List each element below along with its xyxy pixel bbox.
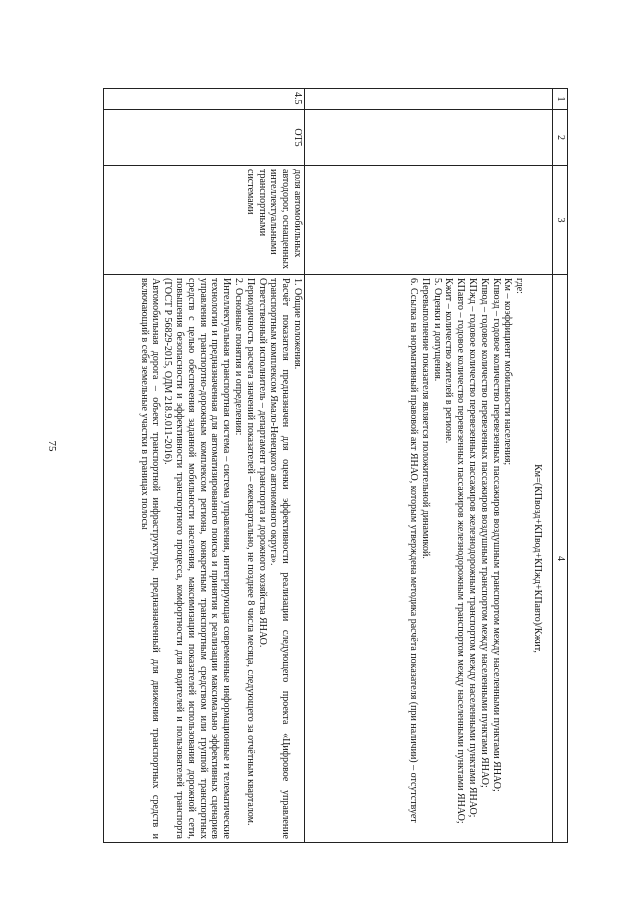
method-line: Км – коэффициент мобильности населения; — [502, 278, 514, 466]
method-line: Расчёт показателя предназначен для оценки эффективности реализации следующего проекта «Цифровое управление транспортным комплексом Ямало-Ненецкого автономного округа». — [268, 278, 292, 839]
method-line: Перевыполнение показателя является положительной динамикой. — [419, 278, 431, 559]
row-a-method — [305, 275, 553, 843]
row-b-name: доля автомобильных автодорог, оснащенных интеллектуальными транспортными системами — [104, 166, 305, 275]
method-line: Ответственный исполнитель – департамент транспорта и дорожного хозяйства ЯНАО. — [256, 278, 268, 648]
method-line: КПжд – годовое количество перевезенных пассажиров железнодорожным транспортом между населенными пунктами ЯНАО; — [467, 278, 479, 818]
page-number: 75 — [46, 440, 58, 452]
row-b-code: ОТ5 — [104, 110, 305, 166]
method-line: Автомобильная дорога – объект транспортной инфраструктуры, предназначенный для движения транспортных средств и включающий в себя земельные участки в границах полосы — [138, 278, 162, 839]
indicator-table — [103, 88, 568, 843]
method-line: 5. Оценки и допущения. — [431, 278, 443, 382]
method-line: Интеллектуальная транспортная система – система управления, интегрирующая современные информационные и телематические технологии и предназначенная для автоматизированного поиска и принятия к реализации максимально эффективных сценариев управления транспортно-дорожным комплексом региона, конкретным транспортным средством или группой транспортных средств с целью обеспечения заданной мобильности населения, максимизации показателей использования дорожной сети, повышения безопасности и эффективности транспортного процесса, комфортности для водителей и пользователей транспорта (ГОСТ Р 56829-2015, ОДМ 218.9.011-2016). — [162, 278, 233, 839]
mobility-formula: Км=(КПвозд+КПвод+КПжд+КПавто)/Кжит, — [532, 464, 543, 653]
method-line: Кжит – количество жителей в регионе. — [443, 278, 455, 444]
method-line: где: — [514, 278, 526, 294]
rotated-table-wrapper — [103, 88, 568, 843]
method-line: КПавто – годовое количество перевезенных пассажиров железнодорожным транспортом между населенными пунктами ЯНАО; — [455, 278, 467, 824]
row-b-num: 4.5 — [104, 89, 305, 110]
header-col-4: 4 — [553, 275, 568, 843]
method-line: 1. Общие положения. — [292, 278, 303, 370]
method-line: Кпвод – годовое количество перевезенных пассажиров воздушным транспортом между населенными пунктами ЯНАО; — [478, 278, 490, 788]
row-a-num — [305, 89, 553, 110]
header-col-1: 1 — [553, 89, 568, 110]
row-a-name — [305, 166, 553, 275]
method-line: 2. Основные понятия и определения: — [233, 278, 245, 436]
method-line: 6. Ссылка на нормативный правовой акт ЯНАО, которым утверждена методика расчёта показателя (при наличии) – отсутствует — [408, 278, 420, 823]
method-line: Периодичность расчета значений показателей – ежеквартально, не позднее 8 числа месяца, следующего за отчётным кварталом. — [244, 278, 256, 826]
header-col-3: 3 — [553, 166, 568, 275]
table-row-4-5 — [104, 89, 305, 843]
row-a-code — [305, 110, 553, 166]
row-b-method — [104, 275, 305, 843]
table-header-row — [553, 89, 568, 843]
table-row-continuation — [305, 89, 553, 843]
method-line: Кпвозд – годовое количество перевезенных пассажиров воздушным транспортом между населенными пунктами ЯНАО; — [490, 278, 502, 792]
header-col-2: 2 — [553, 110, 568, 166]
